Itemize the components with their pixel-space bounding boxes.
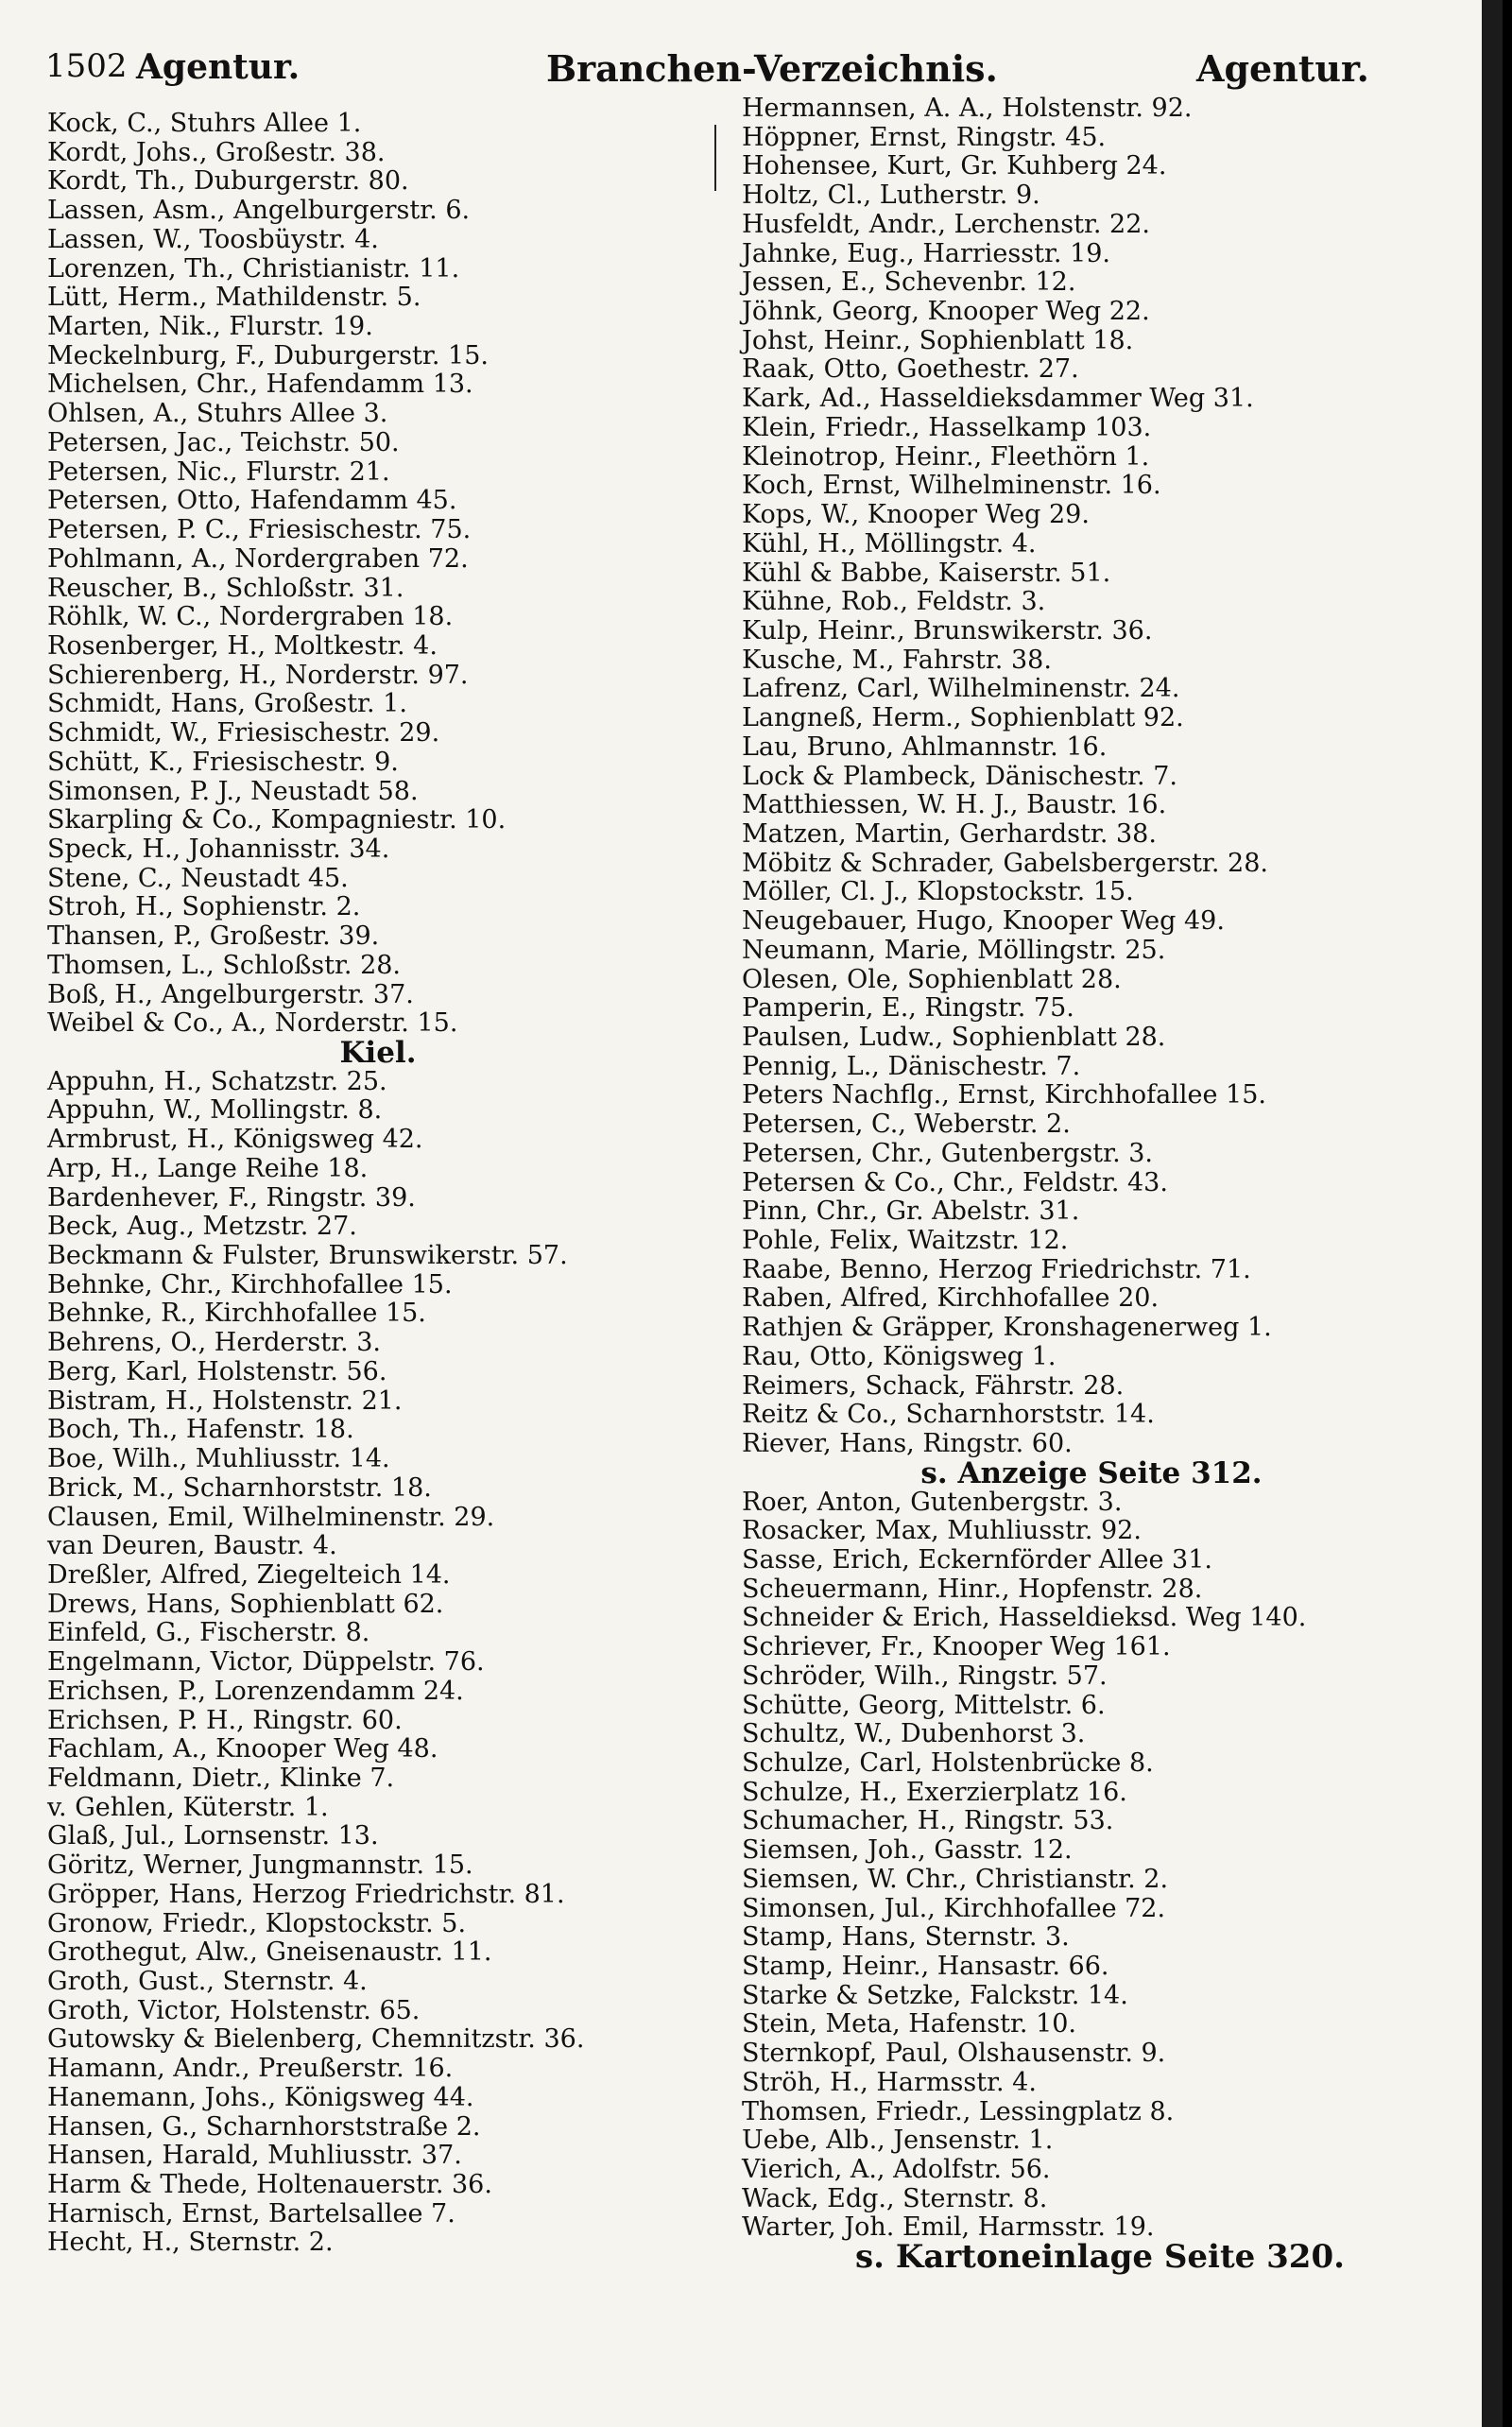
directory-entry: Beckmann & Fulster, Brunswikerstr. 57. [47, 1241, 568, 1271]
directory-entry: Kühl, H., Möllingstr. 4. [742, 528, 1037, 559]
directory-entry: Neumann, Marie, Möllingstr. 25. [742, 935, 1166, 965]
directory-entry: Lau, Bruno, Ahlmannstr. 16. [742, 732, 1108, 762]
advertisement-reference: s. Anzeige Seite 312. [920, 1455, 1263, 1490]
directory-entry: Möbitz & Schrader, Gabelsbergerstr. 28. [742, 848, 1268, 878]
directory-entry: Pohle, Felix, Waitzstr. 12. [742, 1226, 1069, 1256]
directory-entry: Harnisch, Ernst, Bartelsallee 7. [47, 2198, 455, 2229]
directory-entry: Schneider & Erich, Hasseldieksd. Weg 140. [742, 1603, 1307, 1633]
directory-entry: Holtz, Cl., Lutherstr. 9. [742, 181, 1040, 211]
directory-entry: Petersen, Jac., Teichstr. 50. [47, 427, 400, 457]
directory-entry: Stroh, H., Sophienstr. 2. [47, 892, 361, 922]
directory-entry: Riever, Hans, Ringstr. 60. [742, 1429, 1073, 1459]
directory-entry: Petersen, Nic., Flurstr. 21. [47, 456, 390, 487]
directory-entry: Stamp, Heinr., Hansastr. 66. [742, 1952, 1109, 1981]
directory-entry: Siemsen, Joh., Gasstr. 12. [742, 1835, 1073, 1866]
directory-entry: Petersen, C., Weberstr. 2. [742, 1110, 1071, 1140]
directory-entry: Petersen, P. C., Friesischestr. 75. [47, 515, 472, 545]
directory-entry: Schütte, Georg, Mittelstr. 6. [742, 1690, 1106, 1720]
directory-entry: Gutowsky & Bielenberg, Chemnitzstr. 36. [47, 2024, 585, 2055]
directory-entry: Sasse, Erich, Eckernförder Allee 31. [742, 1544, 1212, 1575]
directory-entry: Röhlk, W. C., Nordergraben 18. [47, 602, 454, 632]
directory-entry: Kleinotrop, Heinr., Fleethörn 1. [742, 441, 1150, 472]
directory-entry: Koch, Ernst, Wilhelminenstr. 16. [742, 471, 1161, 501]
directory-entry: Feldmann, Dietr., Klinke 7. [47, 1763, 395, 1793]
directory-entry: Thomsen, L., Schloßstr. 28. [47, 950, 402, 980]
directory-entry: Boch, Th., Hafenstr. 18. [47, 1415, 354, 1445]
directory-entry: Pohlmann, A., Nordergraben 72. [47, 543, 469, 574]
directory-entry: Gronow, Friedr., Klopstockstr. 5. [47, 1908, 467, 1938]
directory-entry: Speck, H., Johannisstr. 34. [47, 834, 390, 864]
page-title: Branchen-Verzeichnis. [546, 47, 998, 90]
directory-entry: Behnke, R., Kirchhofallee 15. [47, 1299, 426, 1329]
directory-entry: Groth, Gust., Sternstr. 4. [47, 1967, 368, 1996]
directory-entry: Reimers, Schack, Fährstr. 28. [742, 1370, 1125, 1401]
directory-entry: Reitz & Co., Scharnhorststr. 14. [742, 1400, 1155, 1430]
directory-entry: Siemsen, W. Chr., Christianstr. 2. [742, 1864, 1169, 1894]
directory-entry: Lassen, Asm., Angelburgerstr. 6. [47, 196, 471, 226]
directory-entry: Thomsen, Friedr., Lessingplatz 8. [742, 2096, 1175, 2126]
directory-entry: Schröder, Wilh., Ringstr. 57. [742, 1661, 1108, 1691]
directory-entry: Kühne, Rob., Feldstr. 3. [742, 587, 1046, 617]
directory-entry: Starke & Setzke, Falckstr. 14. [742, 1980, 1128, 2010]
directory-entry: Göritz, Werner, Jungmannstr. 15. [47, 1850, 473, 1881]
page-number: 1502 [45, 47, 128, 85]
directory-entry: Dreßler, Alfred, Ziegelteich 14. [47, 1559, 451, 1590]
directory-entry: Ohlsen, A., Stuhrs Allee 3. [47, 399, 388, 429]
directory-entry: Langneß, Herm., Sophienblatt 92. [742, 703, 1184, 733]
directory-entry: Drews, Hans, Sophienblatt 62. [47, 1589, 444, 1619]
directory-entry: Glaß, Jul., Lornsenstr. 13. [47, 1821, 379, 1851]
left-column [47, 110, 709, 2258]
directory-entry: Brick, M., Scharnhorststr. 18. [47, 1472, 432, 1503]
directory-entry: Grothegut, Alw., Gneisenaustr. 11. [47, 1937, 492, 1968]
directory-entry: Jöhnk, Georg, Knooper Weg 22. [742, 297, 1150, 327]
directory-entry: Sternkopf, Paul, Olshausenstr. 9. [742, 2039, 1166, 2069]
directory-entry: Lock & Plambeck, Dänischestr. 7. [742, 761, 1177, 791]
directory-entry: Meckelnburg, F., Duburgerstr. 15. [47, 340, 489, 370]
directory-entry: Appuhn, H., Schatzstr. 25. [47, 1066, 387, 1096]
directory-entry: Jessen, E., Schevenbr. 12. [742, 267, 1076, 298]
directory-entry: Ströh, H., Harmsstr. 4. [742, 2067, 1037, 2097]
directory-entry: Möller, Cl. J., Klopstockstr. 15. [742, 877, 1134, 907]
directory-entry: Schmidt, W., Friesischestr. 29. [47, 718, 440, 749]
directory-entry: Michelsen, Chr., Hafendamm 13. [47, 370, 473, 400]
directory-entry: Kops, W., Knooper Weg 29. [742, 500, 1090, 530]
directory-entry: Petersen, Otto, Hafendamm 45. [47, 486, 457, 516]
directory-entry: Pennig, L., Dänischestr. 7. [742, 1051, 1081, 1081]
directory-entry: v. Gehlen, Küterstr. 1. [47, 1792, 329, 1822]
directory-entry: Erichsen, P., Lorenzendamm 24. [47, 1676, 464, 1706]
directory-entry: Hamann, Andr., Preußerstr. 16. [47, 2054, 454, 2084]
directory-entry: Schütt, K., Friesischestr. 9. [47, 747, 399, 777]
section-title-left: Agentur. [136, 47, 301, 87]
directory-entry: Behrens, O., Herderstr. 3. [47, 1328, 381, 1358]
directory-entry: Hohensee, Kurt, Gr. Kuhberg 24. [742, 151, 1167, 181]
page-header [45, 47, 1369, 96]
directory-entry: Kordt, Th., Duburgerstr. 80. [47, 166, 409, 197]
directory-entry: Armbrust, H., Königsweg 42. [47, 1125, 423, 1155]
directory-entry: Kark, Ad., Hasseldieksdammer Weg 31. [742, 384, 1254, 414]
directory-entry: Vierich, A., Adolfstr. 56. [742, 2155, 1051, 2185]
directory-entry: Husfeldt, Andr., Lerchenstr. 22. [742, 209, 1150, 239]
directory-entry: Kock, C., Stuhrs Allee 1. [47, 109, 362, 138]
city-heading: Kiel. [339, 1036, 417, 1070]
directory-entry: Simonsen, Jul., Kirchhofallee 72. [742, 1893, 1166, 1923]
directory-entry: Kordt, Johs., Großestr. 38. [47, 137, 386, 167]
directory-entry: Arp, H., Lange Reihe 18. [47, 1153, 369, 1183]
directory-entry: Wack, Edg., Sternstr. 8. [742, 2183, 1048, 2213]
directory-entry: Schultz, W., Dubenhorst 3. [742, 1719, 1086, 1749]
directory-entry: Behnke, Chr., Kirchhofallee 15. [47, 1269, 453, 1300]
directory-entry: van Deuren, Baustr. 4. [47, 1531, 337, 1561]
column-rule [714, 125, 716, 191]
directory-entry: Johst, Heinr., Sophienblatt 18. [742, 325, 1134, 355]
directory-entry: Thansen, P., Großestr. 39. [47, 921, 380, 952]
section-title-right: Agentur. [1196, 47, 1369, 90]
directory-entry: Clausen, Emil, Wilhelminenstr. 29. [47, 1502, 495, 1532]
directory-entry: Boe, Wilh., Muhliusstr. 14. [47, 1444, 390, 1474]
directory-entry: Scheuermann, Hinr., Hopfenstr. 28. [742, 1574, 1203, 1604]
directory-entry: Marten, Nik., Flurstr. 19. [47, 312, 373, 342]
directory-entry: Bistram, H., Holstenstr. 21. [47, 1386, 403, 1416]
directory-entry: Fachlam, A., Knooper Weg 48. [47, 1734, 438, 1764]
directory-entry: Rau, Otto, Königsweg 1. [742, 1341, 1057, 1371]
directory-entry: Beck, Aug., Metzstr. 27. [47, 1212, 357, 1242]
directory-entry: Pamperin, E., Ringstr. 75. [742, 993, 1074, 1024]
directory-entry: Lütt, Herm., Mathildenstr. 5. [47, 283, 421, 313]
directory-entry: Hermannsen, A. A., Holstenstr. 92. [742, 94, 1193, 123]
directory-entry: Schumacher, H., Ringstr. 53. [742, 1806, 1114, 1836]
directory-entry: Hecht, H., Sternstr. 2. [47, 2228, 334, 2258]
directory-entry: Gröpper, Hans, Herzog Friedrichstr. 81. [47, 1879, 565, 1909]
directory-entry: Klein, Friedr., Hasselkamp 103. [742, 412, 1152, 442]
directory-entry: Petersen, Chr., Gutenbergstr. 3. [742, 1138, 1153, 1168]
directory-entry: Groth, Victor, Holstenstr. 65. [47, 1995, 421, 2025]
directory-entry: Hansen, Harald, Muhliusstr. 37. [47, 2141, 462, 2171]
directory-entry: Schmidt, Hans, Großestr. 1. [47, 689, 407, 719]
advertisement-reference: s. Kartoneinlage Seite 320. [855, 2238, 1345, 2277]
directory-entry: Bardenhever, F., Ringstr. 39. [47, 1182, 416, 1213]
directory-entry: Kulp, Heinr., Brunswikerstr. 36. [742, 615, 1153, 645]
directory-entry: Simonsen, P. J., Neustadt 58. [47, 776, 419, 806]
directory-entry: Olesen, Ole, Sophienblatt 28. [742, 964, 1122, 994]
directory-entry: Skarpling & Co., Kompagniestr. 10. [47, 805, 507, 835]
directory-entry: Weibel & Co., A., Norderstr. 15. [47, 1008, 458, 1039]
directory-entry: Pinn, Chr., Gr. Abelstr. 31. [742, 1196, 1080, 1227]
directory-entry: Neugebauer, Hugo, Knooper Weg 49. [742, 906, 1225, 937]
directory-entry: Rosenberger, H., Moltkestr. 4. [47, 630, 438, 661]
directory-entry: Warter, Joh. Emil, Harmsstr. 19. [742, 2212, 1155, 2243]
directory-entry: Rosacker, Max, Muhliusstr. 92. [742, 1516, 1142, 1546]
directory-entry: Roer, Anton, Gutenbergstr. 3. [742, 1487, 1123, 1517]
directory-entry: Einfeld, G., Fischerstr. 8. [47, 1618, 370, 1648]
directory-entry: Raben, Alfred, Kirchhofallee 20. [742, 1283, 1160, 1314]
directory-entry: Reuscher, B., Schloßstr. 31. [47, 573, 404, 603]
page-edge-dark [1503, 0, 1512, 2427]
directory-entry: Stene, C., Neustadt 45. [47, 863, 349, 893]
directory-entry: Raak, Otto, Goethestr. 27. [742, 354, 1079, 385]
directory-entry: Schulze, Carl, Holstenbrücke 8. [742, 1747, 1154, 1778]
directory-entry: Appuhn, W., Mollingstr. 8. [47, 1095, 383, 1126]
directory-entry: Stamp, Hans, Sternstr. 3. [742, 1922, 1070, 1953]
directory-entry: Lorenzen, Th., Christianistr. 11. [47, 253, 460, 284]
directory-entry: Peters Nachflg., Ernst, Kirchhofallee 15. [742, 1080, 1266, 1110]
directory-entry: Kusche, M., Fahrstr. 38. [742, 645, 1052, 675]
directory-entry: Jahnke, Eug., Harriesstr. 19. [742, 238, 1111, 268]
directory-entry: Berg, Karl, Holstenstr. 56. [47, 1356, 387, 1386]
directory-entry: Schierenberg, H., Norderstr. 97. [47, 660, 469, 690]
directory-entry: Rathjen & Gräpper, Kronshagenerweg 1. [742, 1313, 1272, 1343]
directory-entry: Lassen, W., Toosbüystr. 4. [47, 224, 379, 254]
directory-entry: Harm & Thede, Holtenauerstr. 36. [47, 2170, 492, 2200]
directory-entry: Uebe, Alb., Jensenstr. 1. [742, 2126, 1054, 2156]
directory-entry: Paulsen, Ludw., Sophienblatt 28. [742, 1023, 1166, 1052]
directory-entry: Erichsen, P. H., Ringstr. 60. [47, 1705, 403, 1735]
directory-entry: Schulze, H., Exerzierplatz 16. [742, 1777, 1127, 1807]
directory-entry: Hanemann, Johs., Königsweg 44. [47, 2082, 474, 2112]
directory-entry: Engelmann, Victor, Düppelstr. 76. [47, 1647, 485, 1678]
directory-entry: Petersen & Co., Chr., Feldstr. 43. [742, 1167, 1168, 1197]
directory-entry: Matthiessen, W. H. J., Baustr. 16. [742, 790, 1167, 820]
directory-entry: Höppner, Ernst, Ringstr. 45. [742, 122, 1107, 152]
right-column [742, 94, 1441, 2277]
directory-entry: Matzen, Martin, Gerhardstr. 38. [742, 818, 1157, 849]
directory-entry: Raabe, Benno, Herzog Friedrichstr. 71. [742, 1254, 1251, 1284]
directory-entry: Stein, Meta, Hafenstr. 10. [742, 2009, 1077, 2040]
directory-entry: Schriever, Fr., Knooper Weg 161. [742, 1632, 1171, 1662]
directory-entry: Boß, H., Angelburgerstr. 37. [47, 979, 414, 1009]
directory-entry: Kühl & Babbe, Kaiserstr. 51. [742, 558, 1111, 588]
directory-entry: Hansen, G., Scharnhorststraße 2. [47, 2111, 481, 2142]
directory-entry: Lafrenz, Carl, Wilhelminenstr. 24. [742, 674, 1180, 704]
